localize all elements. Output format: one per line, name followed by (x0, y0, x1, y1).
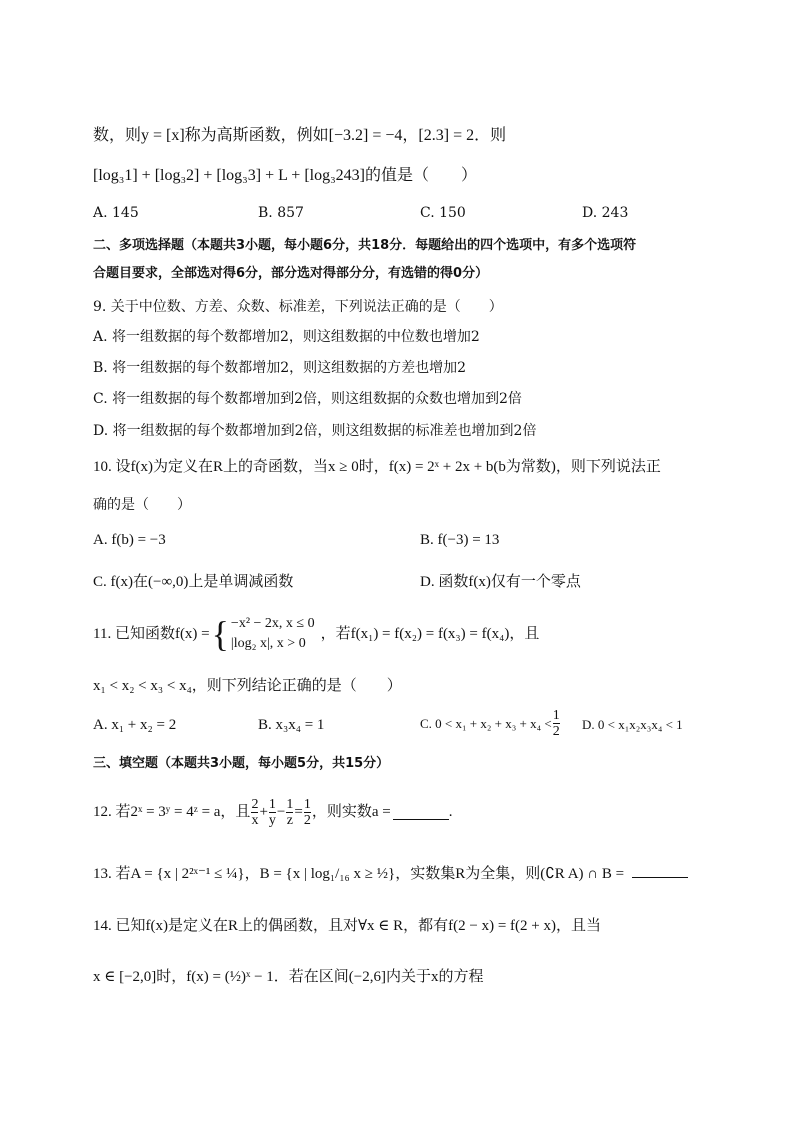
q8-option-d: D. 243 (582, 205, 629, 221)
q10-option-d: D. 函数f(x)仅有一个零点 (420, 574, 581, 590)
q12-answer-blank[interactable] (393, 805, 449, 820)
minus-sign: − (276, 804, 286, 820)
fraction-numerator: 1 (552, 708, 560, 723)
q14-line-1: 14. 已知f(x)是定义在R上的偶函数，且对∀x ∈ R，都有f(2 − x) = f(2 + x)，且当 (93, 918, 602, 934)
q13-line (93, 863, 688, 884)
q12-line (93, 790, 452, 834)
q11-stem-2: x₁ < x₂ < x₃ < x₄，则下列结论正确的是（ ） (93, 678, 402, 694)
section2-heading-2: 合题目要求，全部选对得6分，部分选对得部分分，有选错的得0分） (93, 266, 489, 281)
q12-suffix: ，则实数a = (311, 804, 391, 820)
q9-option-d: D. 将一组数据的每个数都增加到2倍，则这组数据的标准差也增加到2倍 (93, 423, 537, 439)
plus-sign: + (259, 804, 268, 820)
section3-heading: 三、填空题（本题共3小题，每小题5分，共15分） (93, 756, 390, 771)
q12-prefix: 12. 若2ˣ = 3ʸ = 4ᶻ = a，且 (93, 804, 251, 820)
q11-option-b: B. x₃x₄ = 1 (258, 717, 325, 733)
denominator: 2 (303, 812, 311, 828)
q8-option-b: B. 857 (258, 205, 304, 221)
q11-case-1: −x² − 2x, x ≤ 0 (230, 616, 315, 631)
q9-option-b: B. 将一组数据的每个数都增加2，则这组数据的方差也增加2 (93, 360, 467, 376)
q14-line-2: x ∈ [−2,0]时，f(x) = (½)ˣ − 1．若在区间(−2,6]内关于x的方程 (93, 969, 484, 985)
q12-frac-1z (286, 797, 293, 828)
q9-stem: 9. 关于中位数、方差、众数、标准差，下列说法正确的是（ ） (93, 299, 503, 315)
period: . (448, 804, 453, 820)
numerator: 1 (303, 796, 311, 812)
q11-brace: { (211, 614, 229, 654)
q11-option-c (420, 708, 561, 739)
fraction-denominator: 2 (552, 724, 560, 739)
q11-option-a: A. x₁ + x₂ = 2 (93, 717, 177, 733)
gauss-function-line: 数，则y = [x]称为高斯函数，例如[−3.2] = −4，[2.3] = 2．则 (93, 127, 507, 144)
q8-option-c: C. 150 (420, 205, 466, 221)
q10-option-b: B. f(−3) = 13 (420, 532, 500, 548)
q11-prefix: 11. 已知函数f(x) = (93, 626, 210, 642)
denominator: z (286, 812, 293, 828)
q12-frac-half (304, 797, 311, 828)
q12-frac-1y (269, 797, 276, 828)
q9-option-a: A. 将一组数据的每个数都增加2，则这组数据的中位数也增加2 (93, 329, 480, 345)
q11-option-c-text: C. 0 < x₁ + x₂ + x₃ + x₄ < (420, 715, 552, 731)
q11-stem-1 (93, 612, 539, 656)
q11-option-c-fraction (553, 708, 560, 739)
q12-frac-2x (251, 797, 258, 828)
q11-cases (231, 614, 315, 654)
q11-option-d: D. 0 < x₁x₂x₃x₄ < 1 (582, 717, 683, 732)
section2-heading-1: 二、多项选择题（本题共3小题，每小题6分，共18分．每题给出的四个选项中，有多个选项符 (93, 238, 637, 253)
q10-stem-2: 确的是（ ） (93, 497, 191, 513)
numerator: 1 (286, 796, 294, 812)
numerator: 1 (268, 796, 276, 812)
equals-sign: = (294, 804, 303, 820)
q10-stem-1: 10. 设f(x)为定义在R上的奇函数，当x ≥ 0时，f(x) = 2ˣ + 2x + b(b为常数)，则下列说法正 (93, 459, 661, 475)
q10-option-a: A. f(b) = −3 (93, 532, 166, 548)
q9-option-c: C. 将一组数据的每个数都增加到2倍，则这组数据的众数也增加到2倍 (93, 391, 522, 407)
q13-answer-blank[interactable] (632, 863, 688, 878)
denominator: x (251, 812, 259, 828)
q8-stem-line: [log₃1] + [log₃2] + [log₃3] + L + [log₃243]的值是（ ） (93, 167, 477, 184)
q10-option-c: C. f(x)在(−∞,0)上是单调减函数 (93, 574, 294, 590)
q8-option-a: A. 145 (93, 205, 139, 221)
q11-suffix: ，若f(x₁) = f(x₂) = f(x₃) = f(x₄)，且 (320, 626, 540, 642)
q11-case-2: |log₂ x|, x > 0 (230, 636, 306, 651)
numerator: 2 (251, 796, 259, 812)
q13-text: 13. 若A = {x | 2²ˣ⁻¹ ≤ ¼}，B = {x | log₁/₁₆ x ≥ ½}，实数集R为全集，则(∁R A) ∩ B = (93, 866, 625, 882)
denominator: y (268, 812, 276, 828)
